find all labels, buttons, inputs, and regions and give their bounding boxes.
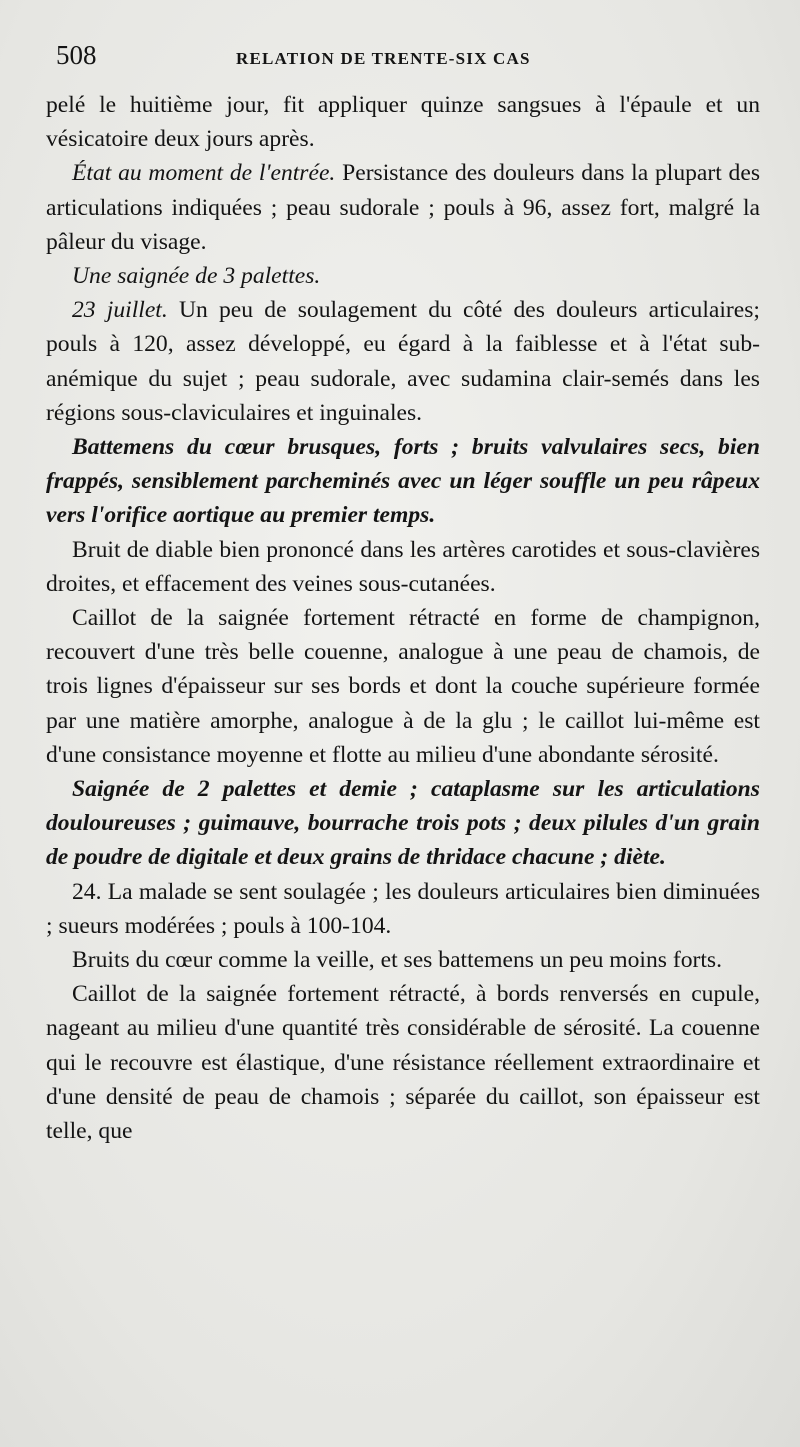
paragraph-10: Bruits du cœur comme la veille, et ses battemens un peu moins forts. <box>72 947 723 974</box>
paragraph-6: Bruit de diable bien prononcé dans les artères carotides et sous-clavières droites, et effacement des veines sous-cutanées. <box>46 536 760 597</box>
paragraph-2 <box>46 156 760 259</box>
paragraph-8: Saignée de 2 palettes et demie ; cataplasme sur les articulations douloureuses ; guimauve, bourrache trois pots ; deux pilules d'un grain de poudre de digitale et deux grains de thridace chacune ; diète. <box>46 776 760 871</box>
date-text: Un peu de soulagement du côté des douleurs articulaires; pouls à 120, assez développé, eu égard à la faiblesse et à l'état sub-anémique du sujet ; peau sudorale, avec sudamina clair-semés dans les régions sous-claviculaires et inguinales. <box>46 297 760 426</box>
paragraph-4 <box>46 293 760 430</box>
page-number: 508 <box>56 40 97 70</box>
paragraph-1: pelé le huitième jour, fit appliquer quinze sangsues à l'épaule et un vésicatoire deux jours après. <box>46 92 760 153</box>
body-text <box>46 88 760 1148</box>
entry-state-text: Persistance des douleurs dans la plupart des articulations indiquées ; peau sudorale ; pouls à 96, assez fort, malgré la pâleur du visage. <box>46 160 760 255</box>
paragraph-3: Une saignée de 3 palettes. <box>72 263 321 290</box>
paragraph-9: 24. La malade se sent soulagée ; les douleurs articulaires bien diminuées ; sueurs modérées ; pouls à 100-104. <box>46 878 760 939</box>
running-title: RELATION DE TRENTE-SIX CAS <box>236 49 531 68</box>
paragraph-7: Caillot de la saignée fortement rétracté en forme de champignon, recouvert d'une très belle couenne, analogue à une peau de chamois, de trois lignes d'épaisseur sur ses bords et dont la couche supérieure formée par une matière amorphe, analogue à de la glu ; le caillot lui-même est d'une consistance moyenne et flotte au milieu d'une abondante sérosité. <box>46 605 760 768</box>
paragraph-5: Battemens du cœur brusques, forts ; bruits valvulaires secs, bien frappés, sensiblement parcheminés avec un léger souffle un peu râpeux vers l'orifice aortique au premier temps. <box>46 434 760 529</box>
entry-state-label: État au moment de l'entrée. <box>72 160 336 187</box>
date-label: 23 juillet. <box>72 297 168 324</box>
paragraph-11: Caillot de la saignée fortement rétracté, à bords renversés en cupule, nageant au milieu d'une quantité très considérable de sérosité. La couenne qui le recouvre est élastique, d'une résistance réellement extraordinaire et d'une densité de peau de chamois ; séparée du caillot, son épaisseur est telle, que <box>46 981 760 1145</box>
page-header <box>46 40 760 80</box>
